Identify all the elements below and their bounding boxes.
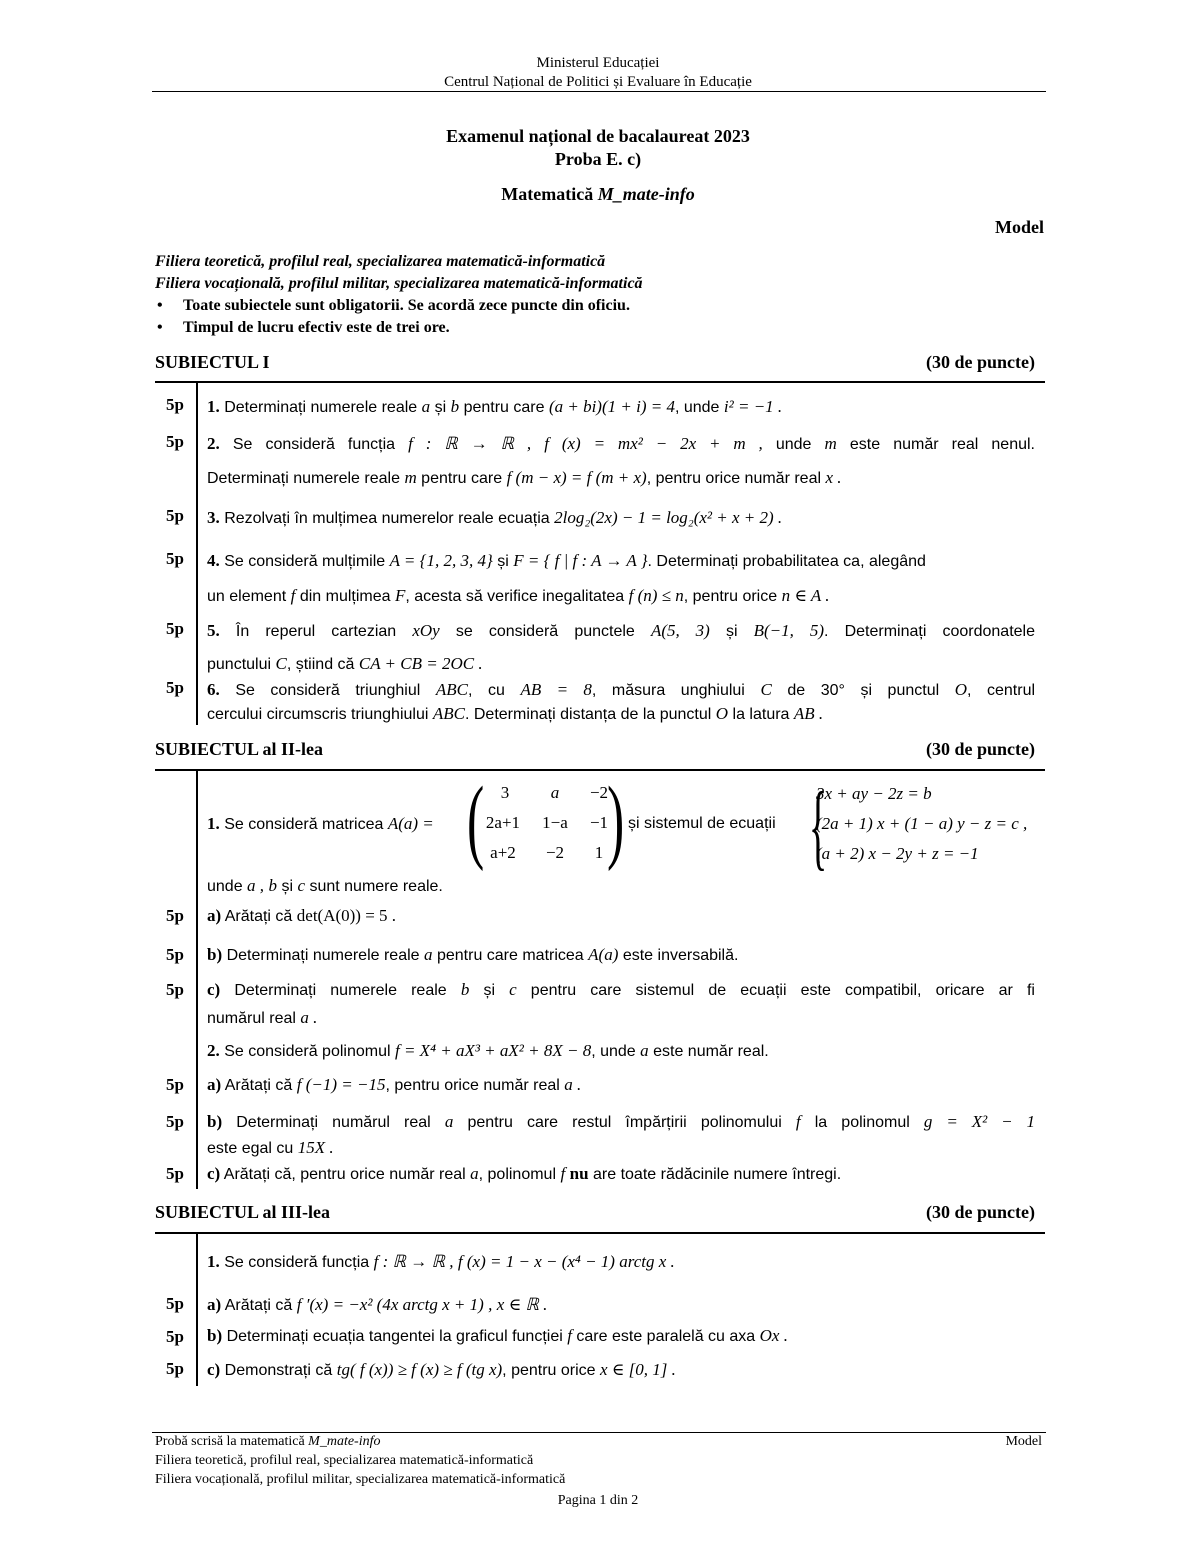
subject2-heading [155,739,1035,760]
s3-p1-c: c) Demonstrați că tg( f (x)) ≥ f (x) ≥ f (tg x), pentru orice x ∈ [0, 1] . [207,1360,676,1379]
s3-p1-intro: 1. Se consideră funcția f : ℝ → ℝ , f (x) = 1 − x − (x⁴ − 1) arctg x . [207,1252,675,1271]
q1-line: 1. Determinați numerele reale a și b pentru care (a + bi)(1 + i) = 4, unde i² = −1 . [207,397,783,416]
subject1-title: SUBIECTUL I [155,352,270,372]
s2-p1-a: a) Arătați că det(A(0)) = 5 . [207,906,397,925]
intro-block [155,251,643,339]
subject2-rule [155,769,1045,771]
s2-p1-c-line-2: numărul real a . [207,1008,318,1027]
subject3-title: SUBIECTUL al III-lea [155,1202,331,1222]
points-q6: 5p [166,678,184,697]
points-s2-2b: 5p [166,1112,184,1131]
points-s3-1c: 5p [166,1359,184,1378]
variant-label: Model [995,217,1044,237]
center-name: Centrul Național de Politici și Evaluare în Educație [444,74,752,90]
q5-line-2: punctului C, știind că CA + CB = 2OC . [207,654,483,673]
matrix-cell: a [550,783,560,802]
q4-line-1: 4. Se consideră mulțimile A = {1, 2, 3, 4} și F = { f | f : A → A }. Determinați probabilitatea ca, alegând [207,551,926,570]
equation-system [816,779,1027,869]
track-line-2: Filiera vocațională, profilul militar, specializarea matematică-informatică [155,275,643,292]
subject2-title: SUBIECTUL al II-lea [155,739,324,759]
s2-p1-intro: 1. Se consideră matricea A(a) = [207,814,434,833]
system-brace: { [808,772,828,879]
q6-line-2: cercului circumscris triunghiului ABC. Determinați distanța de la punctul O la latura AB . [207,704,824,723]
subject-code: M_mate-info [597,184,695,204]
points-q5: 5p [166,619,184,638]
q3-line: 3. Rezolvați în mulțimea numerelor reale ecuația 2log₂(2x) − 1 = log₂(x² + x + 2) . [207,508,783,527]
points-s2-1b: 5p [166,945,184,964]
footer-line-1: Probă scrisă la matematică M_mate-info [155,1434,381,1449]
matrix-right-paren: ) [607,768,625,872]
subject1-margin [196,383,198,725]
subject1-rule [155,381,1045,383]
matrix-cell: 3 [500,783,510,802]
subject-title [150,184,1046,205]
subject3-points: (30 de puncte) [926,1202,1035,1222]
s3-p1-a: a) Arătați că f ′(x) = −x² (4x arctg x + 1) , x ∈ ℝ . [207,1295,548,1314]
header-divider [152,91,1046,92]
matrix-cell: a+2 [490,843,516,862]
q4-line-2: un element f din mulțimea F, acesta să verifice inegalitatea f (n) ≤ n, pentru orice n ∈ A . [207,586,830,605]
ministry-name: Ministerul Educației [536,55,660,71]
matrix-cell: 1 [594,843,604,862]
points-s2-1a: 5p [166,906,184,925]
points-s2-1c: 5p [166,980,184,999]
s2-p1-system-label: și sistemul de ecuații [628,815,776,832]
subject3-margin [196,1234,198,1386]
matrix-cell: 1−a [542,813,568,832]
s2-p2-b-line-2: este egal cu 15X . [207,1138,334,1157]
points-q1: 5p [166,395,184,414]
matrix-cell: −2 [545,843,565,862]
subject3-heading [155,1202,1035,1223]
points-s2-2a: 5p [166,1075,184,1094]
subject2-margin [196,771,198,1189]
matrix-left-paren: ( [467,768,485,872]
s2-p1-params: unde a , b și c sunt numere reale. [207,876,443,895]
track-line-1: Filiera teoretică, profilul real, specializarea matematică-informatică [155,253,606,270]
footer-variant: Model [1005,1434,1042,1449]
points-s2-2c: 5p [166,1164,184,1183]
footer-line-2: Filiera teoretică, profilul real, specializarea matematică-informatică [155,1453,534,1468]
s2-p2-c: c) Arătați că, pentru orice număr real a, polinomul f nu are toate rădăcinile numere întregi. [207,1164,842,1183]
s2-p2-intro: 2. Se consideră polinomul f = X⁴ + aX³ + aX² + 8X − 8, unde a este număr real. [207,1041,769,1060]
q5-line-1: 5. În reperul cartezian xOy se consideră punctele A(5, 3) și B(−1, 5). Determinați coordonatele [207,621,1035,640]
points-q3: 5p [166,506,184,525]
page-number: Pagina 1 din 2 [557,1493,639,1508]
points-s3-1a: 5p [166,1294,184,1313]
bullet-time: • Timpul de lucru efectiv este de trei ore. [155,317,643,339]
subject1-heading [155,352,1035,373]
s2-p2-a: a) Arătați că f (−1) = −15, pentru orice număr real a . [207,1075,582,1094]
system-eq-2: (2a + 1) x + (1 − a) y − z = c , [816,814,1028,833]
matrix-cell: −1 [589,813,609,832]
matrix-cell: 2a+1 [485,813,521,832]
s2-p1-b: b) Determinați numerele reale a pentru care matricea A(a) este inversabilă. [207,945,739,964]
q2-line-2: Determinați numerele reale m pentru care f (m − x) = f (m + x), pentru orice număr real x . [207,468,842,487]
system-eq-3: (a + 2) x − 2y + z = −1 [816,844,979,863]
s2-p1-c-line-1: c) Determinați numerele reale b și c pentru care sistemul de ecuații este compatibil, oricare ar fi [207,980,1035,999]
subject-prefix: Matematică [501,184,594,204]
points-q2: 5p [166,432,184,451]
subject1-points: (30 de puncte) [926,352,1035,372]
footer-line-3: Filiera vocațională, profilul militar, specializarea matematică-informatică [155,1472,566,1487]
subject3-rule [155,1232,1045,1234]
q2-line-1: 2. Se consideră funcția f : ℝ → ℝ , f (x) = mx² − 2x + m , unde m este număr real nenul. [207,434,1035,453]
matrix-A [467,768,625,872]
bullet-mandatory: • Toate subiectele sunt obligatorii. Se acordă zece puncte din oficiu. [155,295,643,317]
points-q4: 5p [166,549,184,568]
system-eq-1: 3x + ay − 2z = b [816,784,932,803]
s2-p2-b-line-1: b) Determinați numărul real a pentru care restul împărțirii polinomului f la polinomul g = X² − 1 [207,1112,1035,1131]
s3-p1-b: b) Determinați ecuația tangentei la graficul funcției f care este paralelă cu axa Ox . [207,1326,788,1345]
footer-divider [152,1432,1046,1433]
q6-line-1: 6. Se consideră triunghiul ABC, cu AB = 8, măsura unghiului C de 30° și punctul O, centrul [207,680,1036,699]
exam-title: Examenul național de bacalaureat 2023 [446,126,750,146]
test-title: Proba E. c) [554,149,642,169]
points-s3-1b: 5p [166,1327,184,1346]
matrix-cell: −2 [589,783,609,802]
subject2-points: (30 de puncte) [926,739,1035,759]
